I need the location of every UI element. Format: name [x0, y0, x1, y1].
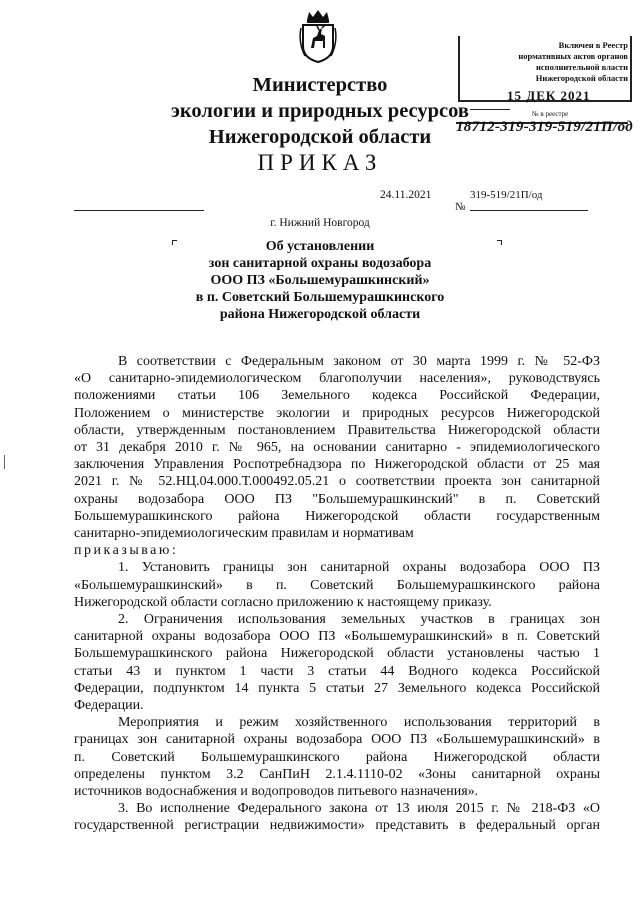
body-line: положениями статьи 106 Земельного кодекса Российской Федерации, — [74, 388, 600, 404]
document-city: г. Нижний Новгород — [270, 217, 370, 229]
body-line: источников водоснабжения и водопроводов питьевого назначения». — [74, 784, 479, 800]
body-line: п. Советский Большемурашкинского района Нижегородской области — [74, 749, 600, 765]
stamp-line: исполнительной власти — [536, 62, 628, 72]
ministry-line-3: Нижегородской области — [208, 126, 432, 148]
body-line: государственной регистрации недвижимости» представить в федеральный орган — [74, 818, 600, 834]
body-line: области, утвержденным постановлением Правительства Нижегородской области — [74, 422, 600, 438]
document-body — [74, 353, 600, 835]
subject-line: в п. Советский Большемурашкинского — [195, 290, 445, 305]
corner-mark-right — [497, 240, 502, 245]
body-line: заключения Управления Роспотребнадзора по Нижегородской области от 25 мая — [74, 457, 600, 473]
body-line: Нижегородской области согласно приложению к настоящему приказу. — [74, 594, 492, 610]
stamp-reg-number: 18712-319-319-519/21П/од — [456, 119, 633, 135]
body-line: Федерации. — [74, 698, 144, 714]
body-line: 2. Ограничения использования земельных участков в границах зон — [118, 612, 600, 628]
coat-of-arms-icon — [297, 8, 339, 64]
body-line: 3. Во исполнение Федерального закона от 13 июля 2015 г. № 218-ФЗ «О — [118, 801, 600, 817]
document-date: 24.11.2021 — [380, 189, 432, 201]
body-line: Большемурашкинского района Нижегородской области государственным — [74, 508, 600, 524]
body-line: 2021 г. № 52.НЦ.04.000.Т.000492.05.21 о соответствии проекта зон санитарной — [74, 474, 600, 490]
subject-line: зон санитарной охраны водозабора — [208, 256, 432, 271]
ministry-line-2: экологии и природных ресурсов — [171, 100, 469, 122]
body-line: Федерации, подпунктом 14 пункта 5 статьи 27 Земельного кодекса Российской — [74, 680, 600, 696]
body-line: приказываю: — [74, 543, 179, 559]
body-line: Большемурашкинского района Нижегородской области установлены частью 1 — [74, 646, 600, 662]
body-line: статьи 43 и пунктом 1 части 3 статьи 44 Водного кодекса Российской — [74, 663, 600, 679]
margin-mark — [4, 455, 5, 469]
body-line: «О санитарно-эпидемиологическом благополучии населения», руководствуясь — [74, 371, 600, 387]
document-number: 319-519/21П/од — [470, 189, 543, 201]
body-line: санитарной охраны водозабора ООО ПЗ «Большемурашкинский» в п. Советский — [74, 629, 600, 645]
date-underline-left — [74, 210, 204, 211]
body-line: определены пунктом 3.2 СанПиН 2.1.4.1110-02 «Зоны санитарной охраны — [74, 766, 600, 782]
body-line: «Большемурашкинский» в п. Советский Большемурашкинского района — [74, 577, 600, 593]
registry-stamp — [452, 36, 633, 146]
stamp-reg-label: № в реестре — [532, 110, 569, 118]
stamp-line: нормативных актов органов — [518, 51, 628, 61]
document-subject — [150, 238, 490, 323]
document-number-label: № — [455, 201, 466, 213]
body-line: от 31 декабря 2010 г. № 965, на основании санитарно - эпидемиологического — [74, 440, 600, 456]
ministry-line-1: Министерство — [252, 74, 388, 96]
body-line: охраны водозабора ООО ПЗ "Большемурашкинский" в п. Советский — [74, 491, 600, 507]
subject-line: ООО ПЗ «Большемурашкинский» — [210, 273, 430, 288]
number-underline — [470, 210, 588, 211]
stamp-date: 15 ДЕК 2021 — [507, 88, 591, 103]
body-line: Положением о министерстве экологии и природных ресурсов Нижегородской — [74, 405, 600, 421]
subject-line: Об установлении — [265, 239, 375, 254]
body-line: санитарно-эпидемиологическим правилам и нормативам — [74, 526, 414, 542]
ministry-heading — [150, 72, 490, 150]
subject-line: района Нижегородской области — [219, 307, 421, 322]
body-line: границах зон санитарной охраны водозабора ООО ПЗ «Большемурашкинский» в — [74, 732, 600, 748]
body-line: 1. Установить границы зон санитарной охраны водозабора ООО ПЗ — [118, 560, 600, 576]
stamp-line: Включен в Реестр — [558, 40, 628, 50]
body-line: Мероприятия и режим хозяйственного использования территорий в — [118, 715, 600, 731]
body-line: В соответствии с Федеральным законом от 30 марта 1999 г. № 52-ФЗ — [118, 354, 600, 369]
stamp-line: Нижегородской области — [535, 73, 628, 83]
stamp-connector-line — [470, 109, 510, 110]
document-type-title: ПРИКАЗ — [257, 150, 383, 175]
